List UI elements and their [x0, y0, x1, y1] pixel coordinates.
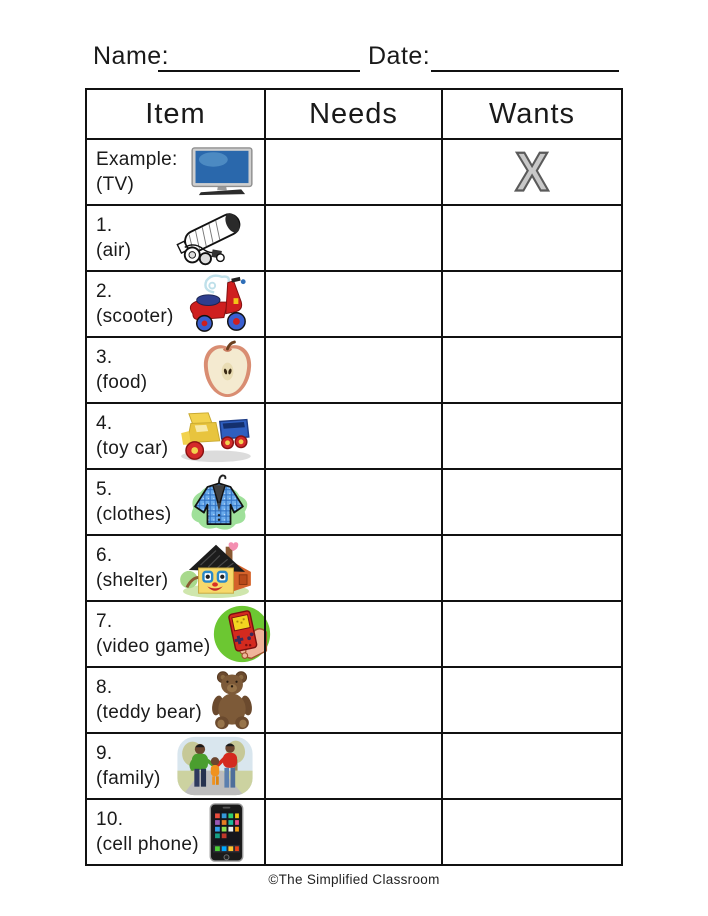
table-row-example [87, 138, 621, 204]
needs-cell [264, 734, 441, 798]
date-blank-line [431, 44, 619, 72]
item-number: 10. [96, 808, 124, 830]
name-label: Name: [93, 42, 170, 70]
item-cell [87, 536, 264, 600]
needs-cell [264, 602, 441, 666]
item-cell [87, 470, 264, 534]
item-number: 4. [96, 412, 113, 434]
wants-cell [441, 338, 621, 402]
item-cell [87, 338, 264, 402]
needs-cell [264, 536, 441, 600]
item-label: (TV) [96, 174, 135, 195]
jacket-icon [183, 471, 255, 533]
item-number: 3. [96, 346, 113, 368]
table-row [87, 600, 621, 666]
wants-cell [441, 734, 621, 798]
item-cell [87, 734, 264, 798]
wants-cell [441, 206, 621, 270]
item-cell [87, 800, 264, 864]
item-text [96, 345, 147, 395]
wants-cell [441, 668, 621, 732]
item-text [96, 477, 172, 527]
item-text [96, 213, 131, 263]
table-row [87, 402, 621, 468]
item-number: 8. [96, 676, 113, 698]
table-row [87, 732, 621, 798]
table-row [87, 336, 621, 402]
date-label: Date: [368, 42, 431, 70]
needs-cell [264, 272, 441, 336]
table-row [87, 204, 621, 270]
item-cell [87, 206, 264, 270]
item-cell [87, 272, 264, 336]
item-number: 5. [96, 478, 113, 500]
item-label: (air) [96, 240, 132, 261]
wants-cell [441, 800, 621, 864]
item-text [96, 741, 161, 791]
item-text [96, 675, 202, 725]
teddy-bear-icon [204, 669, 260, 731]
column-header-needs: Needs [264, 90, 441, 138]
item-number: 2. [96, 280, 113, 302]
column-header-wants: Wants [441, 90, 621, 138]
table-row [87, 666, 621, 732]
item-number: 1. [96, 214, 113, 236]
item-number: Example: [96, 148, 178, 170]
wants-cell [441, 140, 621, 204]
column-header-item: Item [145, 97, 206, 130]
table-row [87, 534, 621, 600]
wants-cell [441, 536, 621, 600]
item-label: (teddy bear) [96, 702, 203, 723]
item-text [96, 543, 168, 593]
family-icon [175, 735, 255, 797]
item-label: (video game) [96, 636, 211, 657]
name-blank-line [158, 44, 360, 72]
item-label: (cell phone) [96, 834, 199, 855]
item-label: (toy car) [96, 438, 169, 459]
item-label: (food) [96, 372, 148, 393]
tv-icon [189, 146, 255, 198]
item-cell [87, 404, 264, 468]
item-cell [87, 140, 264, 204]
table-row [87, 270, 621, 336]
wants-cell [441, 272, 621, 336]
needs-cell [264, 668, 441, 732]
needs-cell [264, 206, 441, 270]
needs-cell [264, 338, 441, 402]
needs-cell [264, 404, 441, 468]
needs-wants-table [85, 88, 623, 866]
x-mark-icon: X [515, 141, 549, 203]
item-number: 7. [96, 610, 113, 632]
house-icon [177, 537, 255, 599]
item-text [96, 609, 210, 659]
table-row [87, 798, 621, 864]
wants-cell [441, 404, 621, 468]
needs-cell [264, 800, 441, 864]
item-label: (scooter) [96, 306, 174, 327]
apple-icon [200, 340, 255, 401]
needs-cell [264, 140, 441, 204]
footer-credit: ©The Simplified Classroom [268, 872, 440, 887]
scooter-icon [183, 273, 255, 335]
item-text [96, 807, 199, 857]
item-label: (clothes) [96, 504, 172, 525]
item-label: (shelter) [96, 570, 169, 591]
needs-cell [264, 470, 441, 534]
item-cell [87, 668, 264, 732]
item-text [96, 411, 168, 461]
wants-cell [441, 470, 621, 534]
wants-cell [441, 602, 621, 666]
item-label: (family) [96, 768, 161, 789]
item-number: 9. [96, 742, 113, 764]
item-number: 6. [96, 544, 113, 566]
air-tank-icon [167, 208, 255, 268]
table-row [87, 468, 621, 534]
table-header-row [87, 90, 621, 138]
item-text [96, 279, 174, 329]
toy-truck-icon [173, 408, 255, 464]
item-cell [87, 602, 264, 666]
item-text [96, 147, 178, 197]
cell-phone-icon [208, 802, 245, 863]
